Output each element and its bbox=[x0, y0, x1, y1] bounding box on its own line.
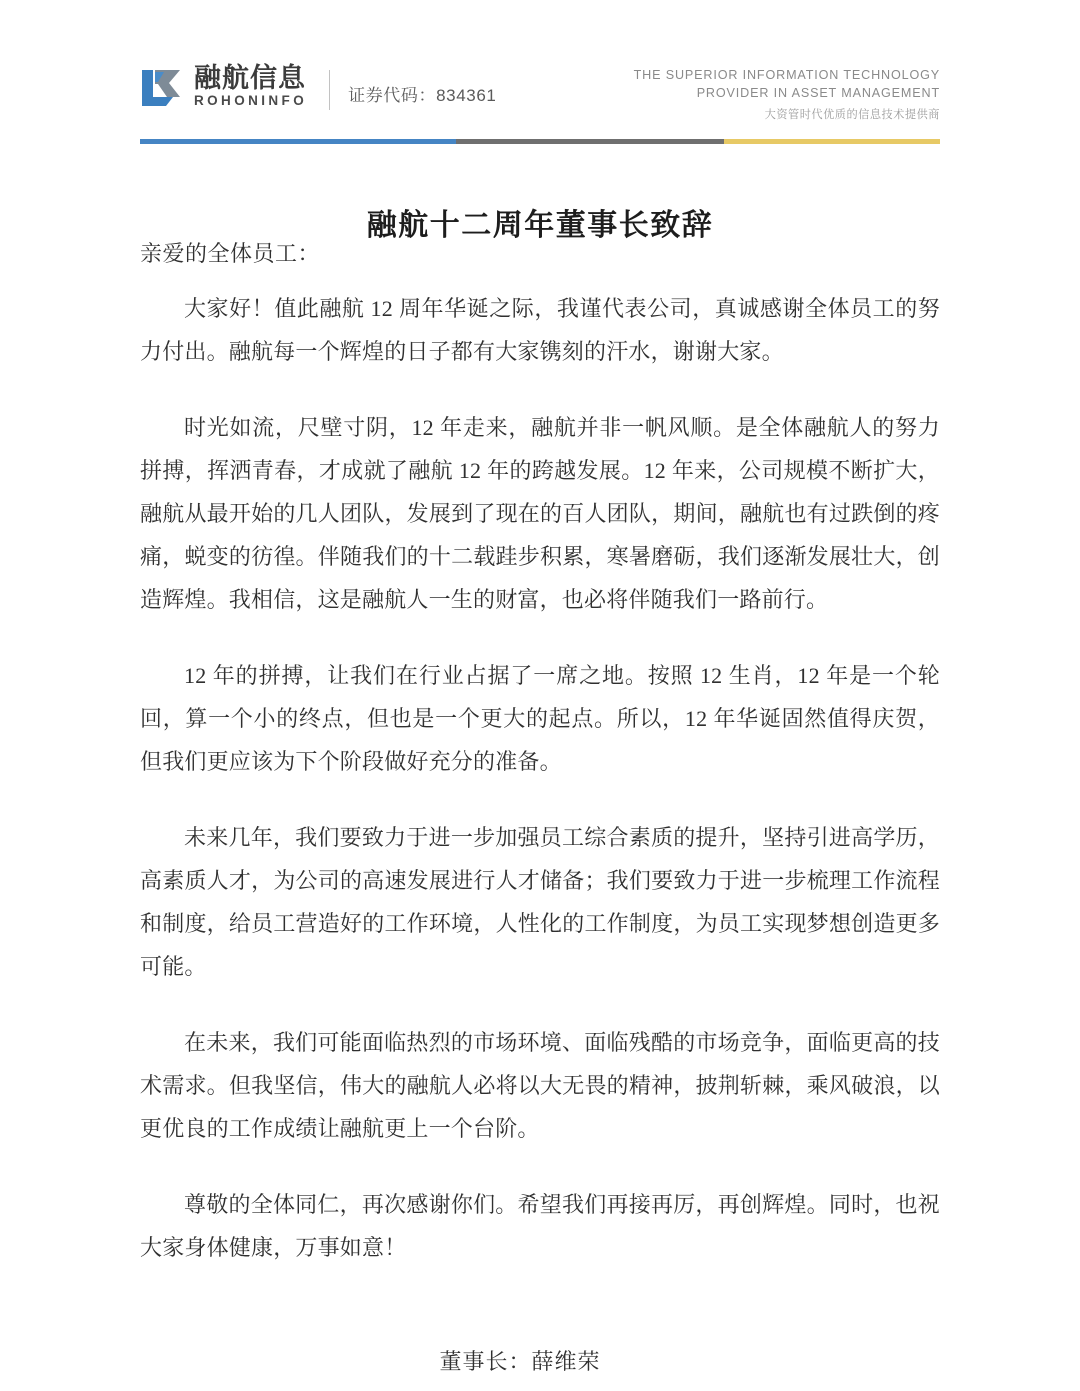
letterhead-row bbox=[140, 62, 940, 132]
header-rule-segment-gray bbox=[456, 139, 724, 144]
letterhead bbox=[140, 62, 940, 146]
signature-line: 董事长：薛维荣 bbox=[439, 1349, 601, 1374]
tagline-en-line-2: PROVIDER IN ASSET MANAGEMENT bbox=[696, 86, 940, 101]
paragraph-2: 时光如流，尺壁寸阴，12 年走来，融航并非一帆风顺。是全体融航人的努力拼搏，挥洒青春，才成就了融航 12 年的跨越发展。12 年来，公司规模不断扩大，融航从最开始的几人团队，发展到了现在的百人团队，期间，融航也有过跌倒的疼痛，蜕变的彷徨。伴随我们的十二载跬步积累，寒暑磨砺，我们逐渐发展壮大，创造辉煌。我相信，这是融航人一生的财富，也必将伴随我们一路前行。 bbox=[140, 415, 940, 612]
brand-text bbox=[194, 62, 308, 108]
brand-name-cn: 融航信息 bbox=[194, 62, 306, 93]
vertical-divider bbox=[329, 70, 330, 110]
securities-code: 证券代码：834361 bbox=[348, 85, 497, 105]
tagline-cn: 大资管时代优质的信息技术提供商 bbox=[764, 108, 940, 121]
paragraph-6: 尊敬的全体同仁，再次感谢你们。希望我们再接再厉，再创辉煌。同时，也祝大家身体健康，万事如意！ bbox=[140, 1192, 940, 1260]
rohoninfo-logo-icon bbox=[140, 66, 186, 110]
tagline-block bbox=[634, 66, 940, 122]
paragraph-4: 未来几年，我们要致力于进一步加强员工综合素质的提升，坚持引进高学历，高素质人才，为公司的高速发展进行人才储备；我们要致力于进一步梳理工作流程和制度，给员工营造好的工作环境，人性化的工作制度，为员工实现梦想创造更多可能。 bbox=[140, 825, 940, 979]
page-title: 融航十二周年董事长致辞 bbox=[366, 209, 714, 243]
paragraph-3: 12 年的拼搏，让我们在行业占据了一席之地。按照 12 生肖，12 年是一个轮回，算一个小的终点，但也是一个更大的起点。所以，12 年华诞固然值得庆贺，但我们更应该为下个阶段做好充分的准备。 bbox=[140, 663, 940, 774]
paragraph-5: 在未来，我们可能面临热烈的市场环境、面临残酷的市场竞争，面临更高的技术需求。但我坚信，伟大的融航人必将以大无畏的精神，披荆斩棘，乘风破浪，以更优良的工作成绩让融航更上一个台阶。 bbox=[140, 1030, 940, 1141]
brand-name-en: ROHONINFO bbox=[194, 92, 308, 108]
header-rule bbox=[140, 139, 940, 144]
tagline-en-line-1: THE SUPERIOR INFORMATION TECHNOLOGY bbox=[633, 68, 940, 82]
header-rule-segment-blue bbox=[140, 139, 456, 144]
letter-body bbox=[140, 243, 940, 1269]
paragraph-1: 大家好！值此融航 12 周年华诞之际，我谨代表公司，真诚感谢全体员工的努力付出。融航每一个辉煌的日子都有大家镌刻的汗水，谢谢大家。 bbox=[140, 296, 940, 364]
header-rule-segment-gold bbox=[724, 139, 940, 144]
salutation: 亲爱的全体员工： bbox=[140, 241, 321, 266]
brand-block bbox=[140, 62, 496, 110]
